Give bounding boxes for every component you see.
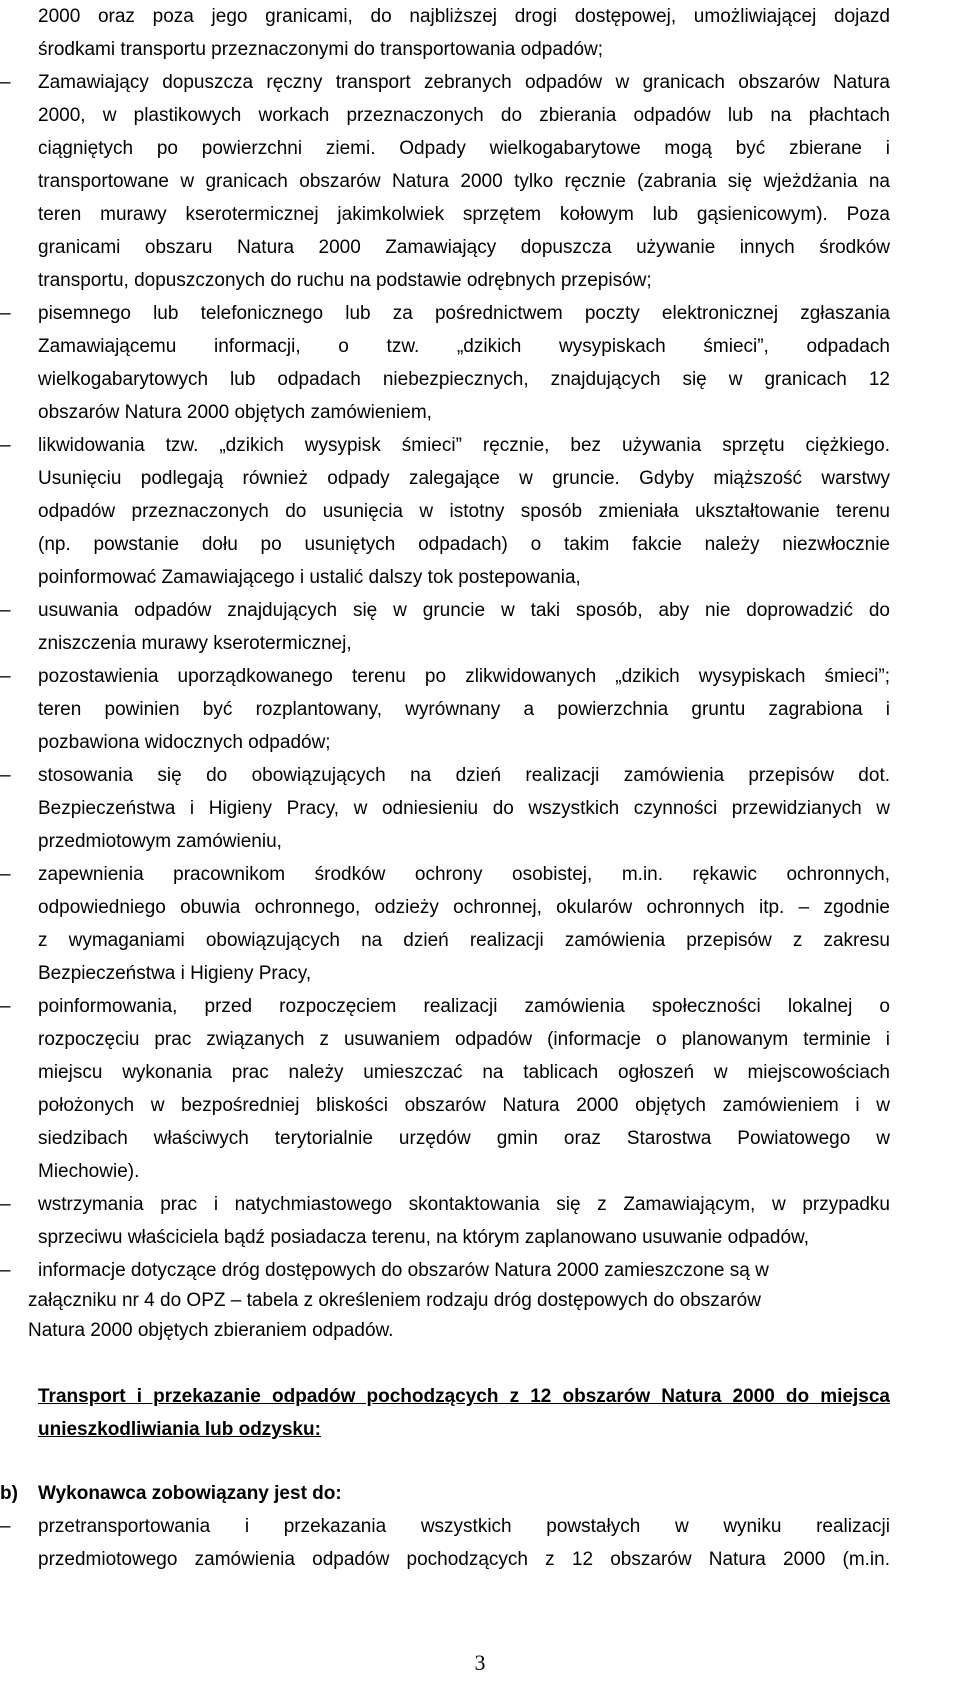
text-line: przedmiotowego zamówienia odpadów pochodzących z 12 obszarów Natura 2000 (m.in.: [38, 1549, 890, 1570]
bullet-dash-icon: –: [0, 864, 11, 885]
text-line: sprzeciwu właściciela bądź posiadacza terenu, na którym zaplanowano usuwanie odpadów,: [38, 1227, 810, 1248]
text-line: teren powinien być rozplantowany, wyrównany a powierzchnia gruntu zagrabiona i: [38, 699, 890, 720]
text-line: rozpoczęciu prac związanych z usuwaniem odpadów (informacje o planowanym terminie i: [38, 1029, 890, 1050]
bullet-dash-icon: –: [0, 1516, 11, 1537]
text-line: z wymaganiami obowiązujących na dzień realizacji zamówienia przepisów z zakresu: [38, 930, 890, 951]
text-line: pisemnego lub telefonicznego lub za pośrednictwem poczty elektronicznej zgłaszania: [38, 303, 890, 324]
text-line: odpadów przeznaczonych do usunięcia w istotny sposób zmieniała ukształtowanie terenu: [38, 501, 890, 522]
bullet-dash-icon: –: [0, 600, 11, 621]
text-line: załączniku nr 4 do OPZ – tabela z określeniem rodzaju dróg dostępowych do obszarów: [28, 1290, 761, 1311]
bullet-dash-icon: –: [0, 435, 11, 456]
text-line: wstrzymania prac i natychmiastowego skontaktowania się z Zamawiającym, w przypadku: [38, 1194, 890, 1215]
bullet-dash-icon: –: [0, 303, 11, 324]
text-line: przedmiotowym zamówieniu,: [38, 831, 282, 852]
text-line: poinformowania, przed rozpoczęciem realizacji zamówienia społeczności lokalnej o: [38, 996, 890, 1017]
bullet-dash-icon: –: [0, 996, 11, 1017]
text-line: Zamawiającemu informacji, o tzw. „dzikich wysypiskach śmieci”, odpadach: [38, 336, 890, 357]
section-b-title: Wykonawca zobowiązany jest do:: [38, 1483, 342, 1504]
text-line: granicami obszaru Natura 2000 Zamawiający dopuszcza używanie innych środków: [38, 237, 890, 258]
text-line: Zamawiający dopuszcza ręczny transport zebranych odpadów w granicach obszarów Natura: [38, 72, 890, 93]
text-line: transportowane w granicach obszarów Natura 2000 tylko ręcznie (zabrania się wjeżdżania na: [38, 171, 890, 192]
text-line: pozostawienia uporządkowanego terenu po zlikwidowanych „dzikich wysypiskach śmieci”;: [38, 666, 890, 687]
text-line: stosowania się do obowiązujących na dzień realizacji zamówienia przepisów dot.: [38, 765, 890, 786]
text-line: położonych w bezpośredniej bliskości obszarów Natura 2000 objętych zamówieniem i w: [38, 1095, 890, 1116]
text-line: transportu, dopuszczonych do ruchu na podstawie odrębnych przepisów;: [38, 270, 652, 291]
text-line: obszarów Natura 2000 objętych zamówieniem,: [38, 402, 432, 423]
text-line: 2000, w plastikowych workach przeznaczonych do zbierania odpadów lub na płachtach: [38, 105, 890, 126]
text-line: informacje dotyczące dróg dostępowych do obszarów Natura 2000 zamieszczone są w: [38, 1260, 769, 1281]
text-line: Natura 2000 objętych zbieraniem odpadów.: [28, 1320, 394, 1341]
text-line: odpowiedniego obuwia ochronnego, odzieży ochronnej, okularów ochronnych itp. – zgodnie: [38, 897, 890, 918]
text-line: Bezpieczeństwa i Higieny Pracy,: [38, 963, 312, 984]
text-line: likwidowania tzw. „dzikich wysypisk śmieci” ręcznie, bez używania sprzętu ciężkiego.: [38, 435, 890, 456]
text-line: siedzibach właściwych terytorialnie urzędów gmin oraz Starostwa Powiatowego w: [38, 1128, 890, 1149]
text-line: przetransportowania i przekazania wszystkich powstałych w wyniku realizacji: [38, 1516, 890, 1537]
text-line: Usunięciu podlegają również odpady zalegające w gruncie. Gdyby miąższość warstwy: [38, 468, 890, 489]
bullet-dash-icon: –: [0, 666, 11, 687]
text-line: wielkogabarytowych lub odpadach niebezpiecznych, znajdujących się w granicach 12: [38, 369, 890, 390]
text-line: (np. powstanie dołu po usuniętych odpadach) o takim fakcie należy niezwłocznie: [38, 534, 890, 555]
text-line: usuwania odpadów znajdujących się w gruncie w taki sposób, aby nie doprowadzić do: [38, 600, 890, 621]
text-line: poinformować Zamawiającego i ustalić dalszy tok postepowania,: [38, 567, 581, 588]
text-line: teren murawy kserotermicznej jakimkolwiek sprzętem kołowym lub gąsienicowym). Poza: [38, 204, 890, 225]
page-number: 3: [474, 1650, 486, 1675]
text-line: Bezpieczeństwa i Higieny Pracy, w odniesieniu do wszystkich czynności przewidzianych w: [38, 798, 890, 819]
text-line: środkami transportu przeznaczonymi do transportowania odpadów;: [38, 39, 604, 60]
text-line: zniszczenia murawy kserotermicznej,: [38, 633, 352, 654]
section-b-label: b): [0, 1483, 18, 1504]
bullet-dash-icon: –: [0, 1260, 11, 1281]
text-line: pozbawiona widocznych odpadów;: [38, 732, 331, 753]
bullet-dash-icon: –: [0, 765, 11, 786]
text-line: 2000 oraz poza jego granicami, do najbliższej drogi dostępowej, umożliwiającej dojazd: [38, 6, 890, 27]
text-line: miejscu wykonania prac należy umieszczać na tablicach ogłoszeń w miejscowościach: [38, 1062, 890, 1083]
bullet-dash-icon: –: [0, 72, 11, 93]
text-line: zapewnienia pracownikom środków ochrony osobistej, m.in. rękawic ochronnych,: [38, 864, 890, 885]
bullet-dash-icon: –: [0, 1194, 11, 1215]
section-heading: Transport i przekazanie odpadów pochodzących z 12 obszarów Natura 2000 do miejsca: [38, 1386, 890, 1407]
section-heading-continuation: unieszkodliwiania lub odzysku:: [38, 1419, 321, 1440]
text-line: Miechowie).: [38, 1161, 140, 1182]
text-line: ciągniętych po powierzchni ziemi. Odpady wielkogabarytowe mogą być zbierane i: [38, 138, 890, 159]
